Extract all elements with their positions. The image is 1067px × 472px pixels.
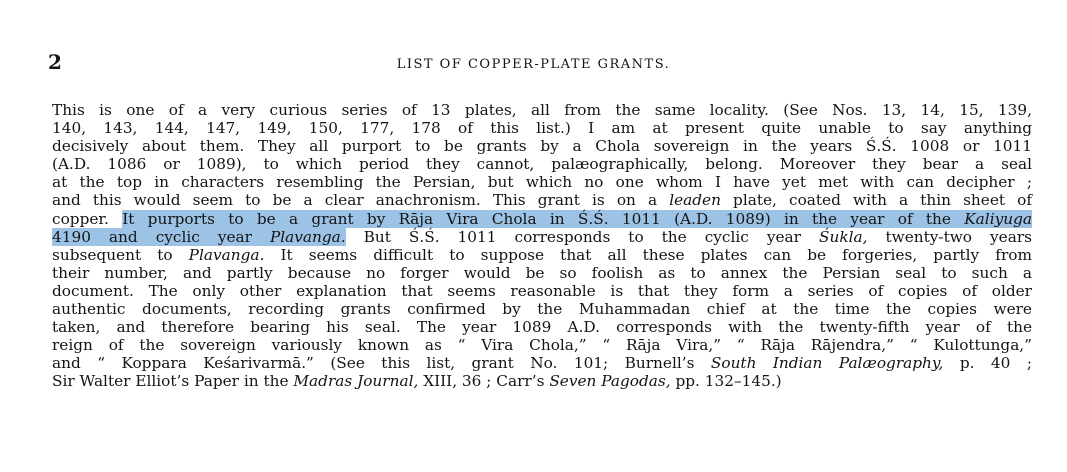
text-segment: subsequent to — [52, 245, 189, 264]
text-segment: But Ś.Ś. 1011 corresponds to the cyclic year — [345, 227, 819, 246]
text-segment: copper. — [52, 209, 123, 228]
highlighted-text: Plavanga. — [269, 227, 346, 246]
text-segment: twenty-two years — [867, 227, 1032, 246]
page-number: 2 — [48, 50, 62, 74]
italic-text: Seven Pagodas, — [549, 372, 671, 391]
text-segment: pp. 132–145.) — [670, 372, 782, 391]
text-line — [52, 372, 1032, 390]
text-line — [52, 119, 1032, 137]
text-segment: their number, and partly because no forger would be so foolish as to annex the Persian seal to such a — [52, 263, 1032, 282]
text-line — [52, 191, 1032, 209]
italic-text: Śukla, — [818, 227, 868, 246]
text-segment: (A.D. 1086 or 1089), to which period they cannot, palæographically, belong. Moreover they bear a seal — [52, 155, 1032, 174]
text-segment: Sir Walter Elliot’s Paper in the — [52, 372, 294, 391]
text-segment: taken, and therefore bearing his seal. The year 1089 A.D. corresponds with the twenty-fifth year of the — [52, 318, 1032, 337]
text-line — [52, 336, 1032, 354]
text-segment: reign of the sovereign variously known as “ Vira Chola,” “ Rāja Vira,” “ Rāja Rājendra,” “ Kulottunga,” — [52, 336, 1032, 355]
text-segment: 140, 143, 144, 147, 149, 150, 177, 178 of this list.) I am at present quite unable to say anything — [52, 119, 1032, 138]
text-line — [52, 300, 1032, 318]
text-line — [52, 246, 1032, 264]
text-line — [52, 282, 1032, 300]
text-segment: at the top in characters resembling the Persian, but which no one whom I have yet met with can decipher ; — [52, 173, 1032, 192]
text-segment: and “ Koppara Keśarivarmā.” (See this list, grant No. 101; Burnell’s — [52, 354, 711, 373]
running-head: LIST OF COPPER-PLATE GRANTS. — [396, 57, 671, 72]
italic-text: South Indian Palæography, — [710, 354, 944, 373]
highlighted-text: 4190 and cyclic year — [52, 227, 270, 246]
text-segment: decisively about them. They all purport to be grants by a Chola sovereign in the years Ś.Ś. 1008 or 1011 — [52, 137, 1032, 156]
text-segment: XIII, 36 ; Carr’s — [418, 372, 550, 391]
text-line — [52, 264, 1032, 282]
text-segment: and this would seem to be a clear anachronism. This grant is on a — [52, 191, 670, 210]
text-line — [52, 318, 1032, 336]
highlighted-text: Kaliyuga — [964, 209, 1032, 228]
text-segment: authentic documents, recording grants confirmed by the Muhammadan chief at the time the copies were — [52, 300, 1032, 319]
italic-text: Madras Journal, — [293, 372, 419, 391]
text-line — [52, 354, 1032, 372]
text-line — [52, 155, 1032, 173]
text-line — [52, 101, 1032, 119]
text-segment: It seems difficult to suppose that all these plates can be forgeries, partly from — [264, 245, 1032, 264]
text-line — [52, 173, 1032, 191]
text-segment: p. 40 ; — [943, 354, 1032, 373]
italic-text: Plavanga. — [188, 245, 265, 264]
text-line — [52, 210, 1032, 228]
highlighted-text: It purports to be a grant by Rāja Vira Chola in Ś.Ś. 1011 (A.D. 1089) in the year of the — [122, 209, 965, 228]
text-segment: plate, coated with a thin sheet of — [720, 191, 1032, 210]
text-line — [52, 137, 1032, 155]
text-line — [52, 228, 1032, 246]
text-segment: This is one of a very curious series of 13 plates, all from the same locality. (See Nos. 13, 14, 15, 139, — [52, 101, 1032, 119]
body-paragraph — [52, 101, 1032, 391]
italic-text: leaden — [669, 191, 721, 210]
text-segment: document. The only other explanation that seems reasonable is that they form a series of copies of older — [52, 281, 1032, 300]
